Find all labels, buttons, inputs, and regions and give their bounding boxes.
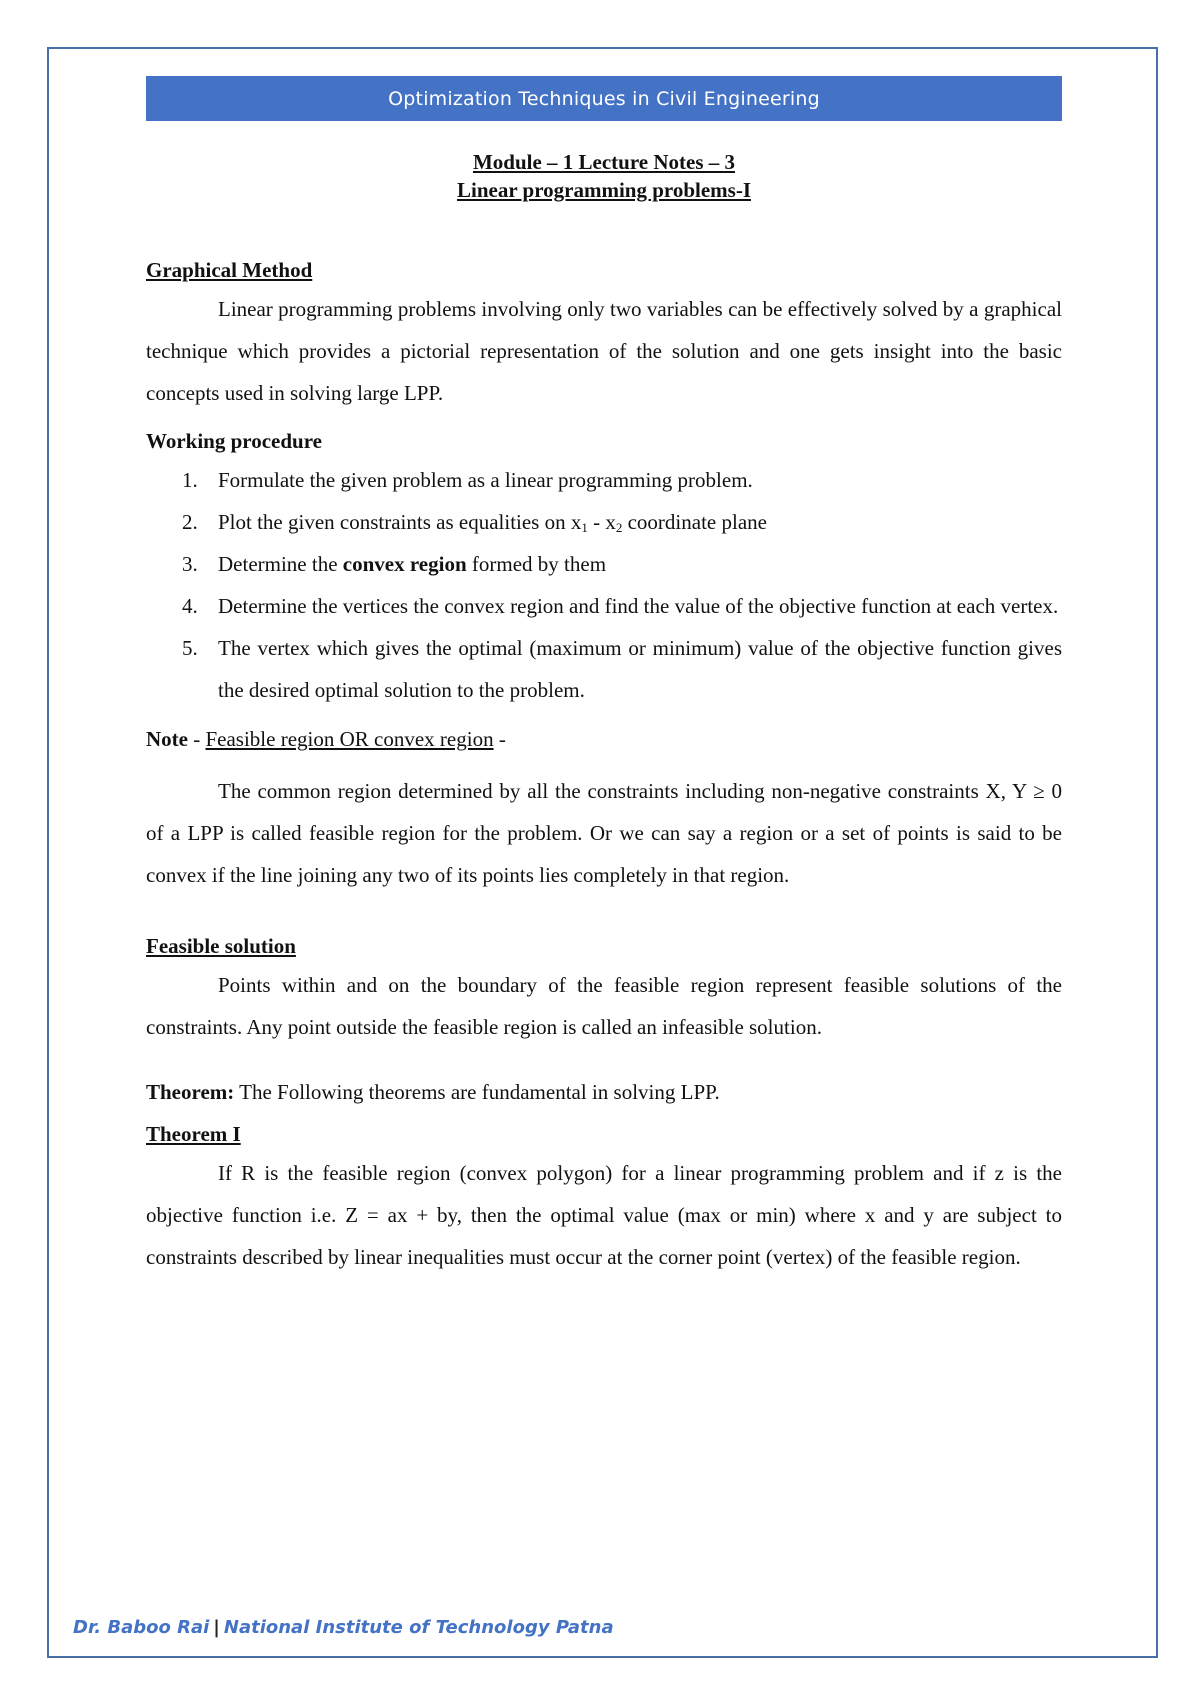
list-item: 5. The vertex which gives the optimal (maximum or minimum) value of the objective function gives the desired optimal solution to the problem. (182, 636, 1062, 702)
feasible-solution-heading: Feasible solution (146, 934, 296, 958)
graphical-method-paragraph: Linear programming problems involving only two variables can be effectively solved by a graphical technique which provides a pictorial representation of the solution and one gets insight into the basic concepts used in solving large LPP. (146, 297, 1062, 405)
title-block (146, 148, 1062, 204)
working-procedure-heading: Working procedure (146, 429, 322, 453)
feasible-solution-paragraph: Points within and on the boundary of the feasible region represent feasible solutions of the constraints. Any point outside the feasible region is called an infeasible solution. (146, 973, 1062, 1039)
footer-separator: | (213, 1617, 220, 1638)
module-title: Module – 1 Lecture Notes – 3 (472, 150, 736, 174)
footer-author: Dr. Baboo Rai (73, 1617, 210, 1638)
graphical-method-heading: Graphical Method (146, 258, 313, 282)
footer-institute: National Institute of Technology Patna (223, 1617, 614, 1638)
footer (73, 1617, 614, 1638)
procedure-list (146, 459, 1062, 711)
header-title: Optimization Techniques in Civil Engineering (388, 87, 820, 110)
header-bar (146, 76, 1062, 121)
lecture-subtitle: Linear programming problems-I (456, 178, 751, 202)
document-body (146, 148, 1062, 1278)
theorem-intro: Theorem: The Following theorems are fundamental in solving LPP. (146, 1080, 720, 1104)
list-item: 1. Formulate the given problem as a linear programming problem. (182, 468, 753, 492)
list-item: 4. Determine the vertices the convex region and find the value of the objective function at each vertex. (182, 594, 1059, 618)
note-paragraph: The common region determined by all the constraints including non-negative constraints X, Y ≥ 0 of a LPP is called feasible region for the problem. Or we can say a region or a set of points is said to be convex if the line joining any two of its points lies completely in that region. (146, 779, 1062, 887)
list-item: 2. Plot the given constraints as equalities on $x_1 - x_2$ coordinate plane (182, 510, 767, 535)
list-item: 3. Determine the convex region formed by them (182, 552, 607, 576)
theorem-1-heading: Theorem I (146, 1122, 241, 1146)
theorem-1-paragraph: If R is the feasible region (convex polygon) for a linear programming problem and if z is the objective function i.e. Z = ax + by, then the optimal value (max or min) where x and y are subject to constraints described by linear inequalities must occur at the corner point (vertex) of the feasible region. (146, 1161, 1062, 1269)
note-heading: Note - Feasible region OR convex region - (146, 727, 506, 751)
